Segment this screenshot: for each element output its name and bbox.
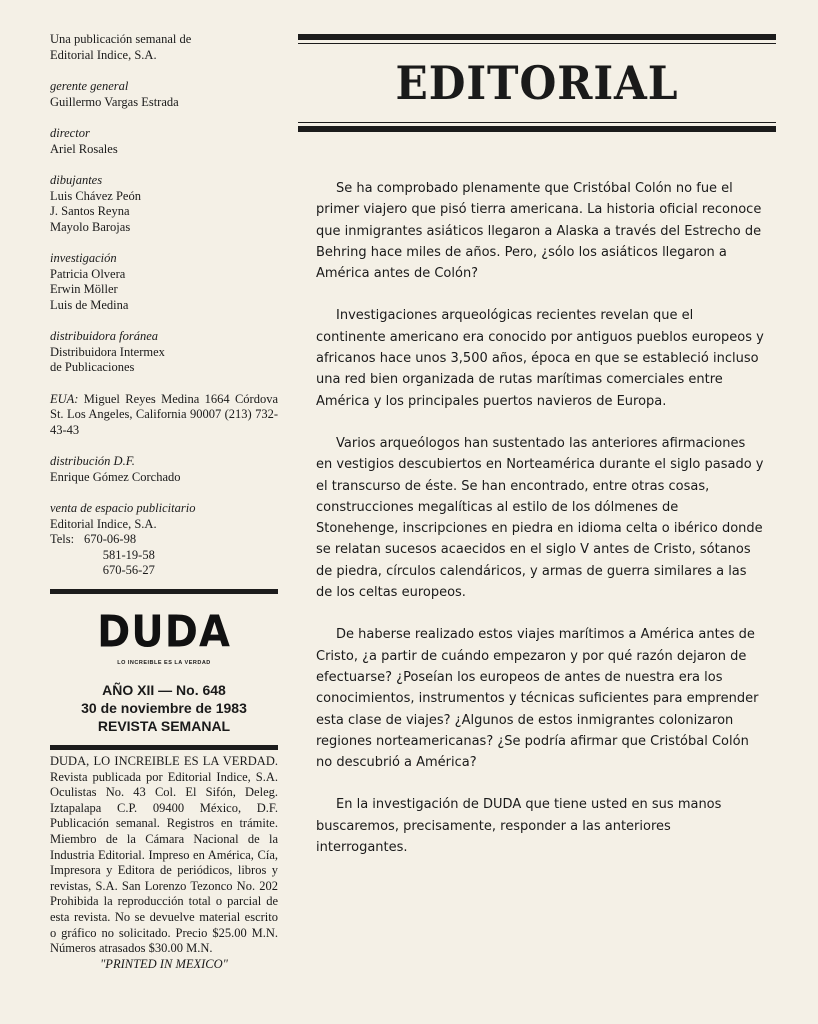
dibujantes-block xyxy=(50,173,278,235)
person-name: J. Santos Reyna xyxy=(50,204,130,218)
masthead-column xyxy=(50,32,278,972)
role-label: distribución D.F. xyxy=(50,454,135,468)
editorial-title: EDITORIAL xyxy=(395,56,679,110)
editorial-paragraph: En la investigación de DUDA que tiene usted en sus manos buscaremos, precisamente, responder a las anteriores interrogantes. xyxy=(316,797,722,856)
director-block xyxy=(50,126,278,157)
role-label: dibujantes xyxy=(50,173,103,187)
role-label: distribuidora foránea xyxy=(50,329,158,343)
editorial-paragraph: Investigaciones arqueológicas recientes revelan que el continente americano era conocido por antiguos pueblos europeos y africanos hace unos 3,500 años, época en que se estableció incluso una red bien organizada de rutas marítimas comerciales entre América y los principales puertos navieros de Europa. xyxy=(316,308,764,409)
duda-tagline: LO INCREIBLE ES LA VERDAD xyxy=(117,659,211,666)
person-name: Luis de Medina xyxy=(50,297,129,312)
eua-block xyxy=(50,392,278,439)
phone-number: 581-19-58 xyxy=(102,547,155,562)
issue-date: 30 de noviembre de 1983 xyxy=(81,700,247,716)
role-label: gerente general xyxy=(50,79,129,93)
publisher-block xyxy=(50,32,278,63)
printed-in-mexico: "PRINTED IN MEXICO" xyxy=(100,956,228,971)
duda-block xyxy=(50,594,278,746)
person-name: Ariel Rosales xyxy=(50,141,118,156)
person-name: Erwin Möller xyxy=(50,282,118,296)
person-name: Mayolo Barojas xyxy=(50,219,131,234)
phone-list xyxy=(50,532,278,579)
issue-number: AÑO XII — No. 648 xyxy=(102,682,226,698)
duda-logo: DUDA xyxy=(97,606,231,657)
venta-block xyxy=(50,501,278,579)
company-name: Distribuidora Intermex xyxy=(50,344,165,359)
editorial-header xyxy=(298,34,776,132)
company-name: Editorial Indice, S.A. xyxy=(50,516,157,531)
person-name: Luis Chávez Peón xyxy=(50,188,141,203)
df-block xyxy=(50,454,278,485)
legal-text: DUDA, LO INCREIBLE ES LA VERDAD. Revista publicada por Editorial Indice, S.A. Oculistas No. 43 Col. El Sifón, Deleg. Iztapalapa C.P. 09400 México, D.F. Publicación semanal. Registros en trámite. Miembro de la Cámara Nacional de la Industria Editorial. Impreso en América, Cía, Impresora y Editora de periódicos, libros y revistas, S.A. San Lorenzo Tezonco No. 202 Prohibida la reproducción total o parcial de esta revista. No se devuelve material escrito o gráfico no solicitado. Precio $25.00 M.N. Números atrasados $30.00 M.N. xyxy=(50,754,278,956)
person-name: Enrique Gómez Corchado xyxy=(50,469,181,484)
intro-line: Editorial Indice, S.A. xyxy=(50,47,157,62)
eua-address: Miguel Reyes Medina 1664 Córdova St. Los Angeles, California 90007 (213) 732-43-43 xyxy=(50,391,278,437)
role-label: venta de espacio publicitario xyxy=(50,501,196,515)
phone-label: Tels: xyxy=(50,532,75,546)
intro-line: Una publicación semanal de xyxy=(50,32,192,46)
editorial-body xyxy=(316,178,764,879)
role-label: director xyxy=(50,126,90,140)
phone-number: 670-56-27 xyxy=(102,563,155,577)
person-name: Patricia Olvera xyxy=(50,266,126,281)
title-rule-top xyxy=(298,34,776,44)
foranea-block xyxy=(50,329,278,376)
investigacion-block xyxy=(50,251,278,313)
role-label: investigación xyxy=(50,251,117,265)
title-rule-bottom xyxy=(298,122,776,132)
person-name: Guillermo Vargas Estrada xyxy=(50,94,179,109)
role-label: EUA: xyxy=(50,391,79,406)
gerente-block xyxy=(50,79,278,110)
editorial-paragraph: De haberse realizado estos viajes marítimos a América antes de Cristo, ¿a partir de cuándo empezaron y por qué razón dejaron de efectuarse? ¿Poseían los europeos de antes de nuestra era los conocimientos, instrumentos y técnicas suficientes para emprender esta clase de viajes? ¿Algunos de estos inmigrantes colonizaron regiones norteamericanas? ¿Se podría afirmar que Cristóbal Colón no descubrió a América? xyxy=(316,627,759,771)
editorial-paragraph: Varios arqueólogos han sustentado las anteriores afirmaciones en vestigios descubiertos en Norteamérica durante el siglo pasado y el transcurso de éste. Se han encontrado, entre otras cosas, construcciones megalíticas al estilo de los dólmenes de Stonehenge, inscripciones en piedra en idioma celta o ibérico donde se relatan sucesos acaecidos en el siglo V antes de Cristo, sótanos de piedra, círculos calendáricos, y armas de guerra similares a las de los celtas europeos. xyxy=(316,435,764,601)
company-name: de Publicaciones xyxy=(50,360,135,374)
issue-kind: REVISTA SEMANAL xyxy=(97,718,231,734)
phone-number: 670-06-98 xyxy=(84,532,137,546)
divider xyxy=(50,745,278,750)
legal-notice xyxy=(50,754,278,972)
editorial-paragraph: Se ha comprobado plenamente que Cristóbal Colón no fue el primer viajero que pisó tierra americana. La historia oficial reconoce que inmigrantes asiáticos llegaron a Alaska a través del Estrecho de Behring hace miles de años. Pero, ¿sólo los asiáticos llegaron a América antes de Colón? xyxy=(316,181,762,282)
